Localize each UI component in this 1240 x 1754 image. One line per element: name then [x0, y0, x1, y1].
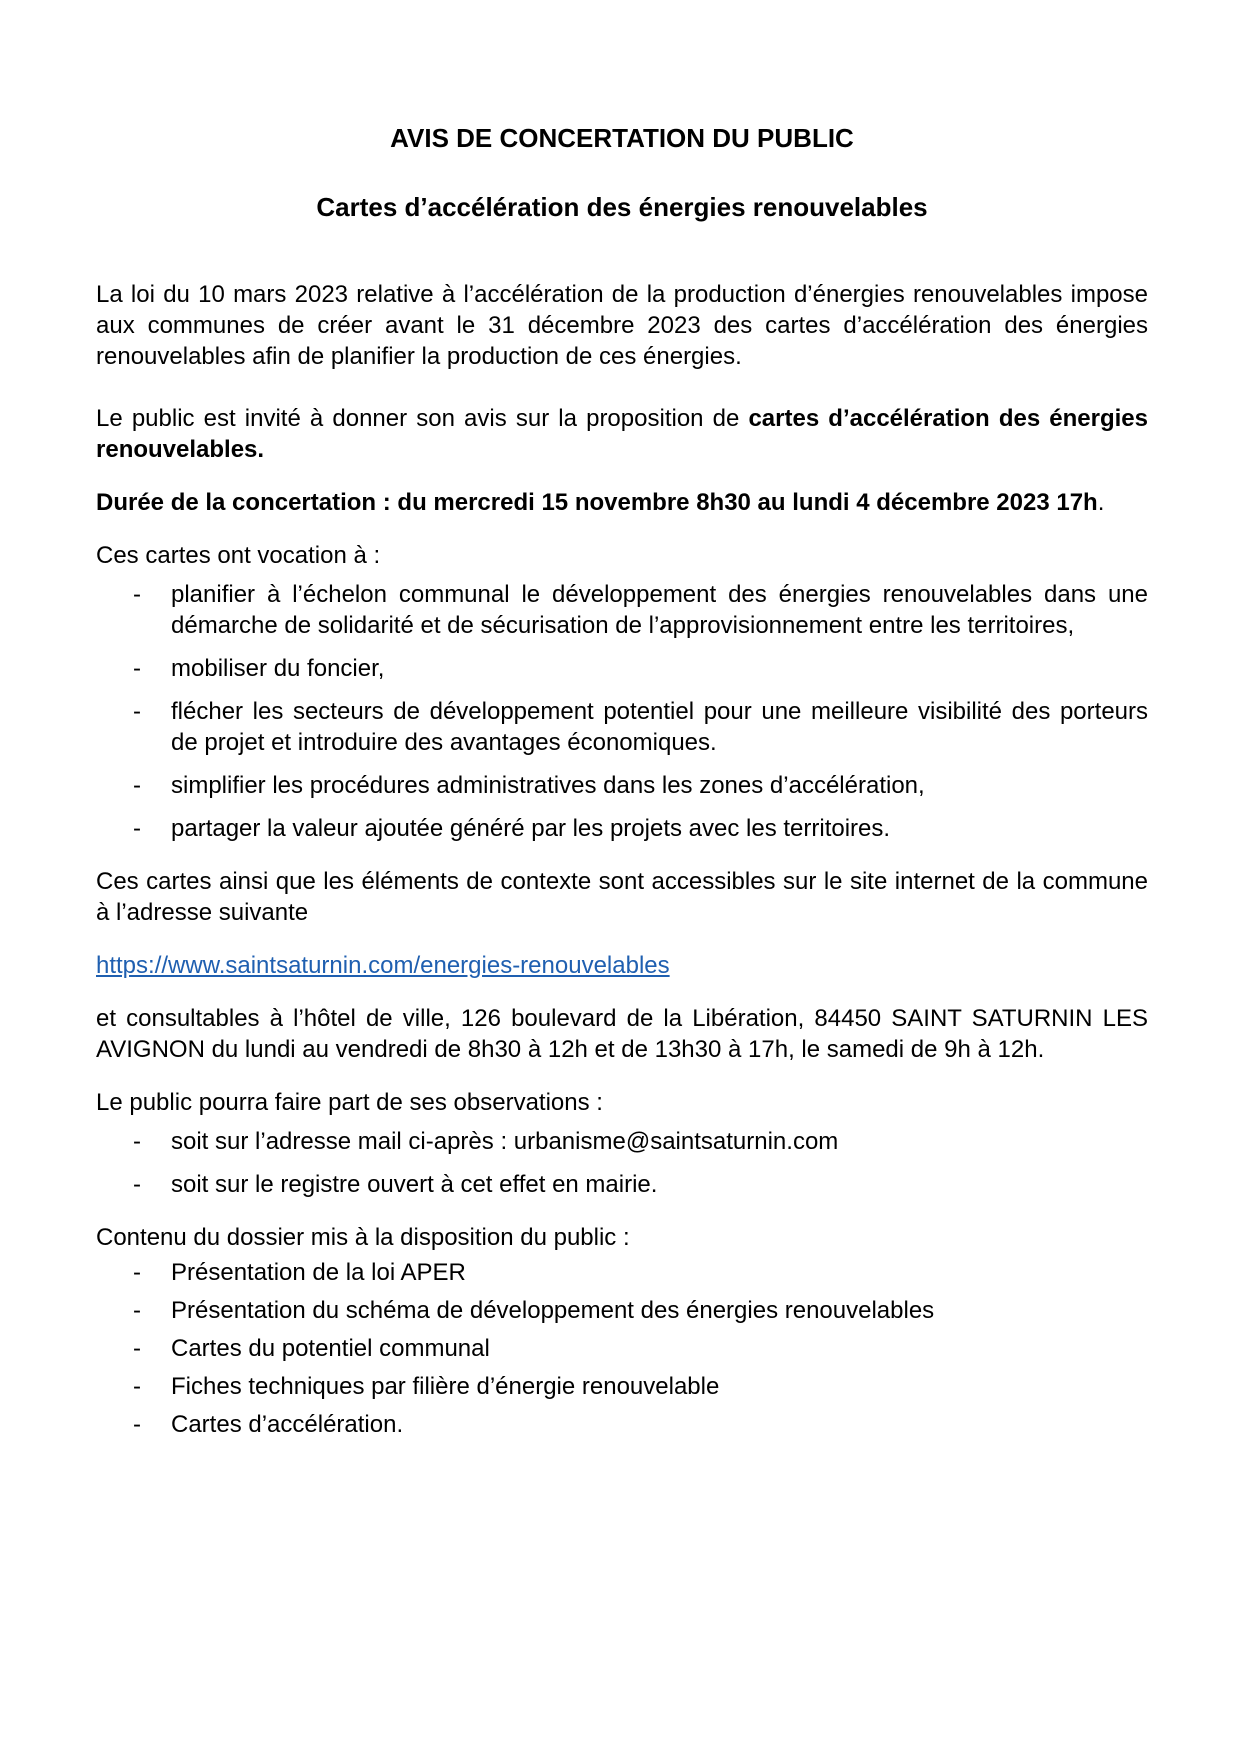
contenu-intro: Contenu du dossier mis à la disposition du public :	[96, 1224, 630, 1251]
dash-bullet: -	[133, 581, 141, 608]
observations-list	[96, 1126, 1148, 1200]
list-item	[96, 696, 1148, 758]
list-item	[96, 770, 1148, 801]
observations-intro: Le public pourra faire part de ses observations :	[96, 1089, 603, 1116]
list-item	[96, 813, 1148, 844]
contenu-list	[96, 1257, 1148, 1440]
vocation-intro: Ces cartes ont vocation à :	[96, 542, 381, 569]
list-item-text: Présentation du schéma de développement des énergies renouvelables	[171, 1297, 935, 1324]
dash-bullet: -	[133, 1297, 141, 1324]
dash-bullet: -	[133, 698, 141, 725]
dash-bullet: -	[133, 655, 141, 682]
dash-bullet: -	[133, 1259, 141, 1286]
document-subtitle: Cartes d’accélération des énergies renouvelables	[316, 192, 928, 222]
invite-text: Le public est invité à donner son avis sur la proposition de	[96, 405, 749, 432]
list-item-text: Fiches techniques par filière d’énergie renouvelable	[171, 1373, 720, 1400]
invite-bold-text: cartes d’accélération des énergies renouvelables.	[96, 405, 1149, 463]
list-item-text: soit sur l’adresse mail ci-après : urbanisme@saintsaturnin.com	[171, 1128, 839, 1155]
list-item	[96, 1257, 1148, 1288]
document-page	[96, 112, 1148, 1440]
list-item	[96, 1169, 1148, 1200]
list-item-text: mobiliser du foncier,	[171, 655, 385, 682]
list-item	[96, 1371, 1148, 1402]
invite-paragraph	[96, 403, 1148, 465]
dash-bullet: -	[133, 1128, 141, 1155]
list-item-text: Cartes du potentiel communal	[171, 1335, 490, 1362]
list-item-text: planifier à l’échelon communal le développement des énergies renouvelables dans une démarche de solidarité et de sécurisation de l’approvisionnement entre les territoires,	[171, 581, 1148, 639]
dash-bullet: -	[133, 772, 141, 799]
list-item-text: soit sur le registre ouvert à cet effet en mairie.	[171, 1171, 658, 1198]
duree-end: .	[1097, 489, 1105, 516]
document-title: AVIS DE CONCERTATION DU PUBLIC	[390, 123, 854, 153]
list-item	[96, 1295, 1148, 1326]
list-item-text: Présentation de la loi APER	[171, 1259, 466, 1286]
list-item	[96, 1333, 1148, 1364]
intro-paragraph: La loi du 10 mars 2023 relative à l’accélération de la production d’énergies renouvelables impose aux communes de créer avant le 31 décembre 2023 des cartes d’accélération des énergies renouvelables afin de planifier la production de ces énergies.	[96, 281, 1148, 370]
consult-paragraph: et consultables à l’hôtel de ville, 126 boulevard de la Libération, 84450 SAINT SATURNIN LES AVIGNON du lundi au vendredi de 8h30 à 12h et de 13h30 à 17h, le samedi de 9h à 12h.	[96, 1005, 1148, 1063]
duree-text: Durée de la concertation : du mercredi 15 novembre 8h30 au lundi 4 décembre 2023 17h	[96, 489, 1098, 516]
list-item-text: Cartes d’accélération.	[171, 1411, 404, 1438]
list-item	[96, 1126, 1148, 1157]
list-item	[96, 579, 1148, 641]
dash-bullet: -	[133, 1373, 141, 1400]
access-paragraph: Ces cartes ainsi que les éléments de contexte sont accessibles sur le site internet de la commune à l’adresse suivante	[96, 868, 1148, 926]
website-link[interactable]: https://www.saintsaturnin.com/energies-renouvelables	[96, 952, 670, 979]
dash-bullet: -	[133, 815, 141, 842]
dash-bullet: -	[133, 1171, 141, 1198]
link-paragraph	[96, 950, 1148, 981]
list-item	[96, 653, 1148, 684]
dash-bullet: -	[133, 1335, 141, 1362]
list-item-text: partager la valeur ajoutée généré par les projets avec les territoires.	[171, 815, 891, 842]
dash-bullet: -	[133, 1411, 141, 1438]
duree-paragraph	[96, 487, 1148, 518]
list-item-text: simplifier les procédures administratives dans les zones d’accélération,	[171, 772, 925, 799]
list-item-text: flécher les secteurs de développement potentiel pour une meilleure visibilité des porteurs de projet et introduire des avantages économiques.	[171, 698, 1148, 756]
list-item	[96, 1409, 1148, 1440]
vocation-list	[96, 579, 1148, 844]
